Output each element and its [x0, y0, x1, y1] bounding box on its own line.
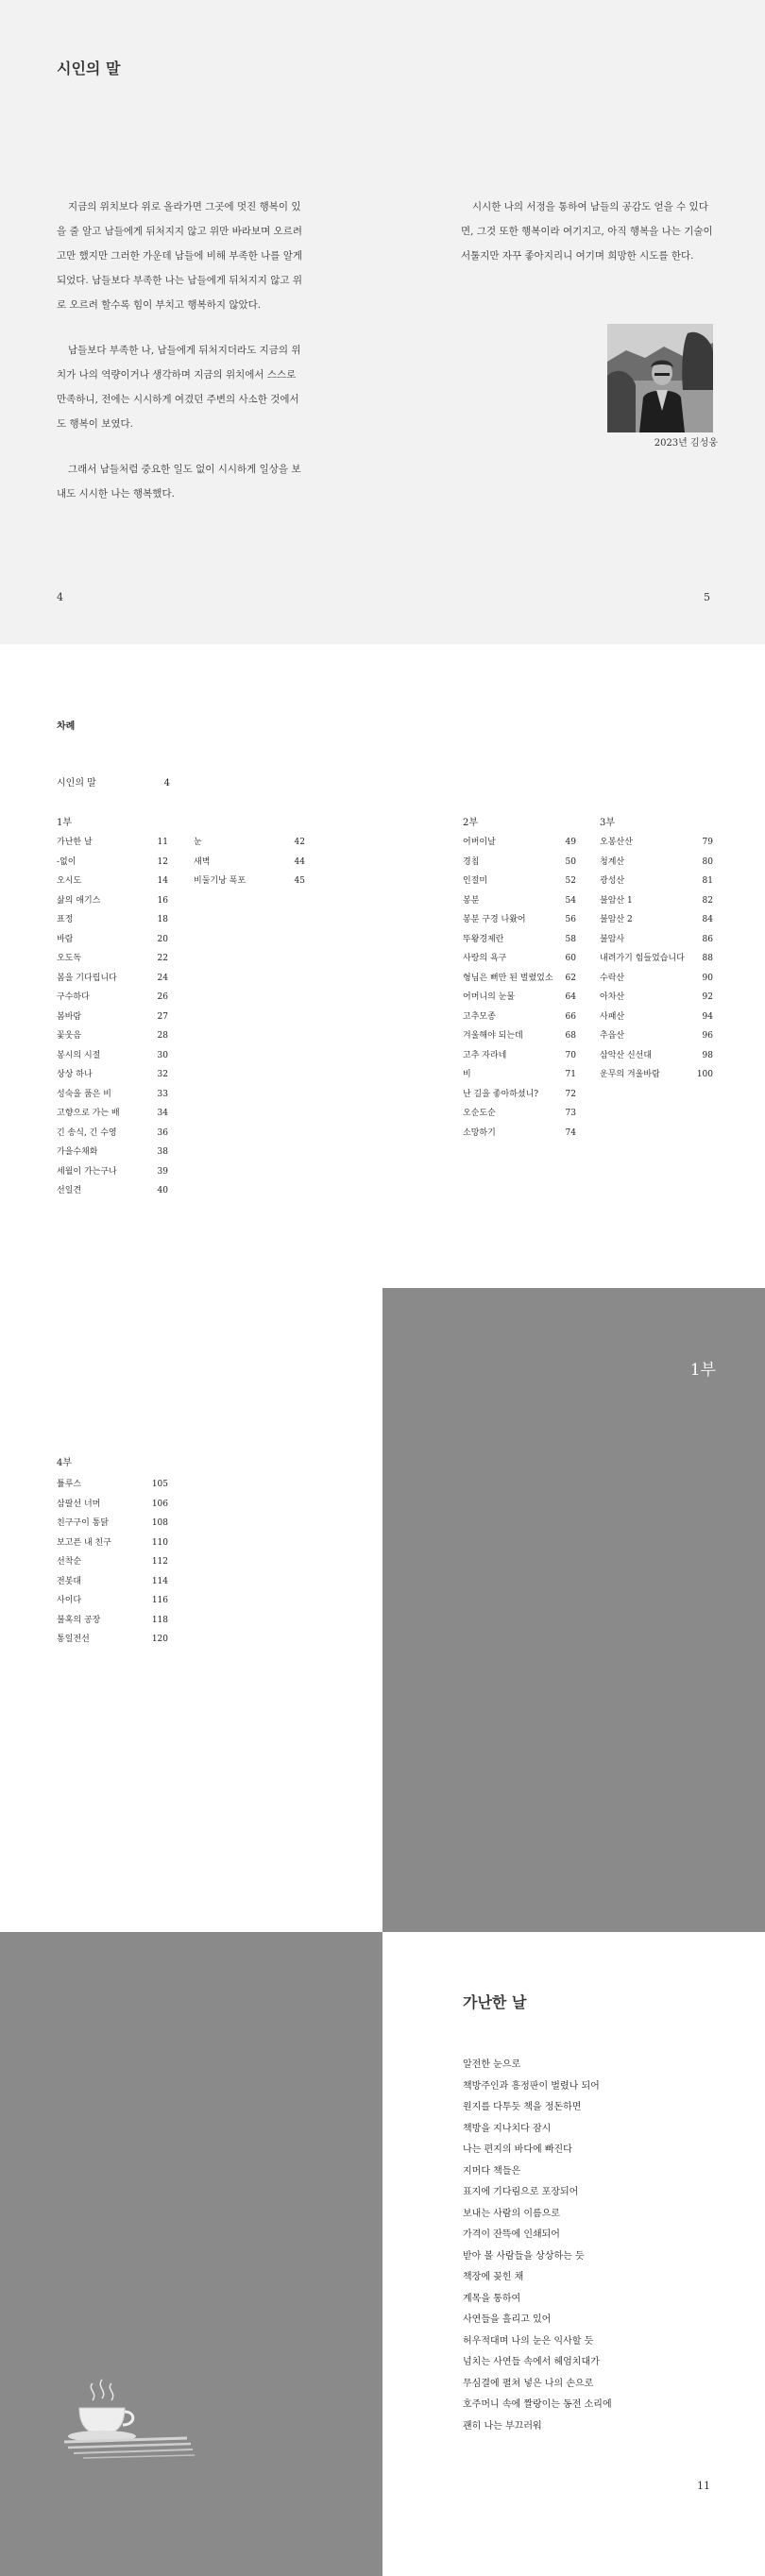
toc-entry[interactable]	[57, 1552, 168, 1572]
toc-entry[interactable]	[194, 853, 305, 873]
toc-entry-page: 18	[157, 915, 168, 924]
toc-entry-title: 고추 자라네	[463, 1050, 507, 1060]
toc-entry-title: 뚜왕경제란	[463, 934, 504, 944]
toc-entry-page: 60	[565, 954, 576, 963]
poem-line: 계목을 통하여	[463, 2293, 521, 2304]
toc-entry-page: 90	[702, 973, 713, 983]
toc-column-part3	[600, 833, 713, 1085]
toc-entry-title: 꽃웃음	[57, 1031, 82, 1041]
toc-entry-title: 불암산 2	[600, 915, 633, 924]
toc-entry[interactable]	[463, 1008, 576, 1027]
page-number: 4	[57, 591, 63, 603]
toc-entry[interactable]	[57, 988, 168, 1008]
toc-entry-title: 불암사	[600, 934, 625, 944]
toc-entry[interactable]	[57, 1065, 168, 1085]
toc-entry[interactable]	[57, 1630, 168, 1650]
toc-entry-title: 사랑의 욕구	[463, 954, 507, 963]
toc-entry[interactable]	[463, 891, 576, 911]
poem-line: 표지에 기다림으로 포장되어	[463, 2187, 579, 2197]
toc-entry-title: 삼악산 신선대	[600, 1050, 653, 1060]
toc-column-part1-a	[57, 833, 168, 1201]
toc-entry-page: 44	[294, 856, 305, 867]
toc-entry-page: 100	[696, 1070, 713, 1079]
toc-entry-page: 110	[151, 1537, 168, 1548]
toc-entry-title: 성숙을 품은 비	[57, 1089, 111, 1099]
toc-entry[interactable]	[600, 853, 713, 873]
toc-part-label: 4부	[57, 1458, 73, 1468]
toc-entry-page: 94	[702, 1011, 713, 1022]
toc-part-label: 1부	[57, 818, 73, 828]
toc-entry[interactable]	[57, 891, 168, 911]
preface-right-text	[461, 195, 718, 268]
toc-entry[interactable]	[600, 949, 713, 969]
toc-entry[interactable]	[194, 833, 305, 853]
toc-continued-spread	[0, 1288, 765, 1932]
toc-entry-page: 112	[151, 1557, 168, 1567]
toc-entry-title: 보고픈 내 친구	[57, 1537, 111, 1548]
toc-entry-title: 불혹의 공장	[57, 1615, 101, 1625]
toc-entry[interactable]	[57, 1591, 168, 1611]
toc-entry[interactable]	[57, 969, 168, 989]
toc-entry-title: 새벽	[194, 856, 211, 867]
toc-entry-page: 66	[565, 1011, 576, 1022]
toc-entry-page: 82	[702, 895, 713, 906]
coffee-cup-icon	[55, 2376, 196, 2461]
toc-entry-title: 난 길을 좋아하셨니?	[463, 1089, 539, 1099]
toc-entry[interactable]	[57, 1495, 168, 1515]
toc-entry-title: -없이	[57, 856, 76, 867]
toc-entry-title: 표정	[57, 915, 74, 924]
poem-spread	[0, 1932, 765, 2576]
toc-entry[interactable]	[57, 1534, 168, 1553]
poem-line: 사연들을 흘리고 있어	[463, 2314, 552, 2325]
toc-entry-page: 16	[157, 895, 168, 906]
toc-entry-page: 12	[157, 856, 168, 867]
toc-entry[interactable]	[57, 1162, 168, 1182]
toc-entry-title: 불암산 1	[600, 895, 633, 906]
toc-entry-title: 전봇대	[57, 1576, 82, 1586]
poem-line: 넘치는 사연들 속에서 헤엄치대가	[463, 2357, 600, 2367]
toc-entry-page: 20	[157, 934, 168, 944]
toc-entry[interactable]	[57, 1611, 168, 1631]
toc-entry-title: 광성산	[600, 876, 625, 886]
toc-entry-page: 52	[565, 876, 576, 886]
toc-entry-page: 45	[294, 876, 305, 886]
toc-entry[interactable]	[57, 1514, 168, 1534]
toc-entry-title: 세월이 가는구나	[57, 1166, 117, 1177]
toc-entry-page: 36	[157, 1127, 168, 1138]
toc-entry-page: 86	[702, 934, 713, 944]
toc-entry[interactable]	[600, 1026, 713, 1046]
toc-entry[interactable]	[57, 1104, 168, 1124]
toc-entry-page: 30	[157, 1050, 168, 1060]
toc-entry-title: 봄바람	[57, 1011, 82, 1022]
toc-entry[interactable]	[463, 930, 576, 950]
section-divider-page	[382, 1288, 765, 1932]
toc-entry-page: 54	[565, 895, 576, 906]
toc-entry-page: 34	[157, 1109, 168, 1118]
toc-entry[interactable]	[600, 833, 713, 853]
toc-entry-title: 선착순	[57, 1557, 82, 1567]
toc-spread	[0, 644, 765, 1288]
toc-entry[interactable]	[57, 1124, 168, 1144]
toc-entry-title: 비	[463, 1070, 471, 1079]
poem-line: 호주머니 속에 짤랑이는 동전 소리에	[463, 2399, 612, 2410]
toc-column-part1-b	[194, 833, 305, 891]
toc-entry-title: 통일전선	[57, 1635, 90, 1644]
toc-entry[interactable]	[463, 969, 576, 989]
poem-line: 받아 볼 사람들을 상상하는 듯	[463, 2250, 585, 2262]
toc-entry-title: 고향으로 가는 배	[57, 1109, 120, 1118]
toc-entry-title: 오순도순	[463, 1109, 496, 1118]
toc-entry[interactable]	[57, 1085, 168, 1105]
toc-entry-title: 오도독	[57, 954, 82, 963]
toc-entry-page: 96	[702, 1031, 713, 1041]
toc-entry[interactable]	[463, 988, 576, 1008]
toc-entry-page: 81	[702, 876, 713, 886]
toc-entry-title: 경칩	[463, 856, 480, 867]
toc-entry-page: 4	[163, 778, 170, 788]
toc-entry[interactable]	[600, 872, 713, 891]
preface-paragraph: 지금의 위치보다 위로 올라가면 그곳에 멋진 행복이 있을 줄 알고 남들에게 뒤처지지 않고 위만 바라보며 오르려고만 했지만 그러한 가운데 남들에 비해 부족한 나를 알게 되었다. 남들보다 부족한 나는 남들에게 뒤처지지 않고 위로 오르려 할수록 힘이 부치고 행복하지 않았다.	[57, 201, 302, 311]
toc-entry[interactable]	[463, 910, 576, 930]
toc-entry-page: 33	[157, 1089, 168, 1099]
toc-entry[interactable]	[57, 872, 168, 891]
toc-entry-page: 118	[151, 1615, 168, 1625]
toc-entry[interactable]	[57, 1572, 168, 1592]
toc-entry-title: 인절미	[463, 876, 488, 886]
toc-entry-title: 오봉산산	[600, 838, 633, 847]
toc-entry-page: 38	[157, 1147, 168, 1157]
toc-entry-page: 58	[565, 934, 576, 944]
toc-entry-page: 116	[151, 1596, 168, 1605]
toc-entry-title: 아차산	[600, 992, 625, 1002]
toc-entry[interactable]	[600, 891, 713, 911]
toc-entry-title: 소망하기	[463, 1127, 496, 1138]
toc-entry[interactable]	[463, 1065, 576, 1085]
toc-entry-page: 88	[702, 954, 713, 963]
toc-entry-title: 어버이날	[463, 838, 496, 847]
toc-preface-entry[interactable]	[57, 774, 170, 794]
toc-entry-title: 삶의 애기스	[57, 895, 101, 906]
toc-entry[interactable]	[600, 1065, 713, 1085]
toc-entry-title: 오시도	[57, 876, 82, 886]
toc-entry-page: 40	[157, 1186, 168, 1195]
poem-line: 책장에 꽂힌 채	[463, 2272, 524, 2282]
section-divider-title: 1부	[689, 1361, 716, 1380]
poem-line: 알전한 눈으로	[463, 2059, 521, 2070]
toc-entry-page: 68	[565, 1031, 576, 1041]
toc-entry-page: 11	[157, 838, 168, 847]
toc-entry-title: 바람	[57, 934, 74, 944]
toc-entry-title: 구수하다	[57, 992, 90, 1002]
toc-entry-title: 눈	[194, 838, 202, 847]
toc-entry[interactable]	[600, 969, 713, 989]
preface-paragraph: 시시한 나의 서정을 통하여 남들의 공감도 얻을 수 있다면, 그것 또한 행복이라 여기지고, 아직 행복을 나는 기술이 서툴지만 자꾸 좋아지리니 여기며 희망한 시도를 한다.	[461, 201, 713, 262]
toc-entry-page: 42	[294, 838, 305, 847]
author-photo	[607, 324, 713, 432]
toc-entry-title: 선일견	[57, 1186, 82, 1195]
toc-entry[interactable]	[57, 1143, 168, 1162]
toc-entry[interactable]	[600, 1008, 713, 1027]
toc-entry-title: 튤루스	[57, 1480, 82, 1489]
poem-line: 괜히 나는 부끄러워	[463, 2420, 542, 2432]
toc-entry-title: 가을수채화	[57, 1147, 98, 1157]
poem-line: 가격이 잔뜩에 인쇄되어	[463, 2229, 560, 2240]
poem-body	[463, 2055, 727, 2437]
toc-entry-title: 고추모종	[463, 1011, 496, 1022]
toc-entry-page: 105	[151, 1480, 168, 1489]
toc-entry-title: 수락산	[600, 973, 625, 983]
toc-entry-page: 98	[702, 1050, 713, 1060]
toc-entry-page: 50	[565, 856, 576, 867]
illustration-page	[0, 1932, 382, 2576]
toc-entry-page: 74	[565, 1127, 576, 1138]
preface-spread	[0, 0, 765, 644]
toc-entry-page: 120	[151, 1635, 168, 1644]
toc-part-label: 2부	[463, 818, 479, 828]
toc-entry-page: 108	[151, 1518, 168, 1528]
toc-entry[interactable]	[463, 949, 576, 969]
toc-entry[interactable]	[463, 1046, 576, 1066]
toc-entry-title: 봉분 구경 나왔어	[463, 915, 526, 924]
toc-entry-page: 32	[157, 1070, 168, 1079]
toc-entry-title: 삼팔선 너머	[57, 1499, 101, 1509]
poem-line: 무심결에 펼쳐 넣은 나의 손으로	[463, 2378, 594, 2389]
toc-entry-page: 114	[151, 1576, 168, 1586]
preface-paragraph: 그래서 남들처럼 중요한 일도 없이 시시하게 일상을 보내도 시시한 나는 행복했다.	[57, 464, 301, 500]
preface-paragraph: 남들보다 부족한 나, 남들에게 뒤처지더라도 지금의 위치가 나의 역량이거나 생각하며 지금의 위치에서 스스로 만족하니, 전에는 시시하게 여겼던 주변의 사소한 것에서도 행복이 보였다.	[57, 345, 301, 430]
toc-entry-page: 80	[702, 856, 713, 867]
toc-entry-page: 92	[702, 992, 713, 1002]
poem-line: 보내는 사람의 이름으로	[463, 2208, 560, 2219]
toc-entry-title: 봉시의 시절	[57, 1050, 101, 1060]
toc-entry[interactable]	[57, 949, 168, 969]
toc-entry-title: 청계산	[600, 856, 625, 867]
poem-line: 원지를 다투듯 책을 정돈하면	[463, 2102, 582, 2112]
toc-entry-title: 가난한 날	[57, 838, 93, 847]
poem-line: 지머다 책들은	[463, 2165, 521, 2177]
toc-entry-page: 70	[565, 1050, 576, 1060]
toc-entry-title: 사패산	[600, 1011, 625, 1022]
toc-entry-page: 26	[157, 992, 168, 1002]
toc-entry[interactable]	[57, 833, 168, 853]
toc-entry-title: 봉분	[463, 895, 480, 906]
toc-entry[interactable]	[57, 1046, 168, 1066]
preface-signature: 2023년 김성웅	[654, 438, 718, 449]
toc-entry-title: 추읍산	[600, 1031, 625, 1041]
preface-title: 시인의 말	[57, 59, 121, 77]
toc-column-part4	[57, 1475, 168, 1650]
toc-entry[interactable]	[600, 910, 713, 930]
toc-entry[interactable]	[463, 1124, 576, 1144]
poem-line: 책방주인과 흥정판이 벌렸나 되어	[463, 2080, 600, 2092]
toc-entry-title: 상상 하나	[57, 1070, 93, 1079]
toc-entry-page: 106	[151, 1499, 168, 1509]
toc-entry[interactable]	[57, 910, 168, 930]
toc-entry[interactable]	[463, 872, 576, 891]
page-number: 5	[704, 591, 710, 603]
toc-entry-page: 28	[157, 1031, 168, 1041]
toc-entry-page: 73	[565, 1109, 576, 1118]
poem-title: 가난한 날	[463, 1993, 527, 2011]
toc-entry-page: 62	[565, 973, 576, 983]
toc-entry[interactable]	[600, 1046, 713, 1066]
toc-entry-title: 시인의 말	[57, 778, 96, 788]
toc-entry-page: 49	[565, 838, 576, 847]
toc-entry-page: 24	[157, 973, 168, 983]
toc-entry[interactable]	[57, 1008, 168, 1027]
poem-line: 책방을 지나치다 잠시	[463, 2123, 552, 2134]
toc-entry-title: 형님은 뻐만 된 벌렸었소	[463, 973, 553, 983]
toc-entry-title: 운무의 겨울바람	[600, 1070, 660, 1079]
toc-entry-page: 39	[157, 1166, 168, 1177]
author-photo-image	[607, 324, 713, 432]
toc-entry[interactable]	[600, 930, 713, 950]
toc-entry[interactable]	[194, 872, 305, 891]
preface-left-text	[57, 195, 304, 527]
toc-entry[interactable]	[57, 1026, 168, 1046]
toc-entry[interactable]	[600, 988, 713, 1008]
toc-entry[interactable]	[57, 853, 168, 873]
toc-entry-title: 친구구이 통닭	[57, 1518, 110, 1528]
toc-entry[interactable]	[57, 1181, 168, 1201]
toc-entry-title: 겨울해야 되는데	[463, 1031, 523, 1041]
toc-entry[interactable]	[463, 1104, 576, 1124]
toc-entry-page: 64	[565, 992, 576, 1002]
toc-entry-page: 27	[157, 1011, 168, 1022]
toc-entry-page: 56	[565, 915, 576, 924]
toc-entry-title: 내려가기 힘들었습니다	[600, 954, 685, 963]
toc-part-label: 3부	[600, 818, 616, 828]
toc-entry[interactable]	[463, 833, 576, 853]
toc-entry-title: 어머니의 눈물	[463, 992, 516, 1002]
toc-entry-page: 72	[565, 1089, 576, 1099]
toc-entry-title: 봄을 기다립니다	[57, 973, 117, 983]
toc-entry-page: 84	[702, 915, 713, 924]
toc-entry[interactable]	[463, 1026, 576, 1046]
toc-entry[interactable]	[57, 1475, 168, 1495]
toc-entry-page: 22	[157, 954, 168, 963]
toc-entry[interactable]	[57, 930, 168, 950]
poem-line: 허우적대며 나의 눈은 익사할 듯	[463, 2335, 594, 2347]
toc-entry-title: 사이다	[57, 1596, 82, 1605]
toc-entry[interactable]	[463, 853, 576, 873]
page-number: 11	[697, 2480, 710, 2492]
toc-entry-title: 비둘기낭 폭포	[194, 876, 246, 886]
poem-line: 나는 편지의 바다에 빠진다	[463, 2144, 572, 2155]
toc-heading: 차례	[57, 721, 76, 732]
toc-column-part2	[463, 833, 576, 1143]
toc-entry-page: 14	[157, 876, 168, 886]
toc-entry[interactable]	[463, 1085, 576, 1105]
toc-entry-title: 긴 송식, 긴 수영	[57, 1127, 117, 1138]
toc-entry-page: 79	[702, 838, 713, 847]
toc-entry-page: 71	[565, 1070, 576, 1079]
